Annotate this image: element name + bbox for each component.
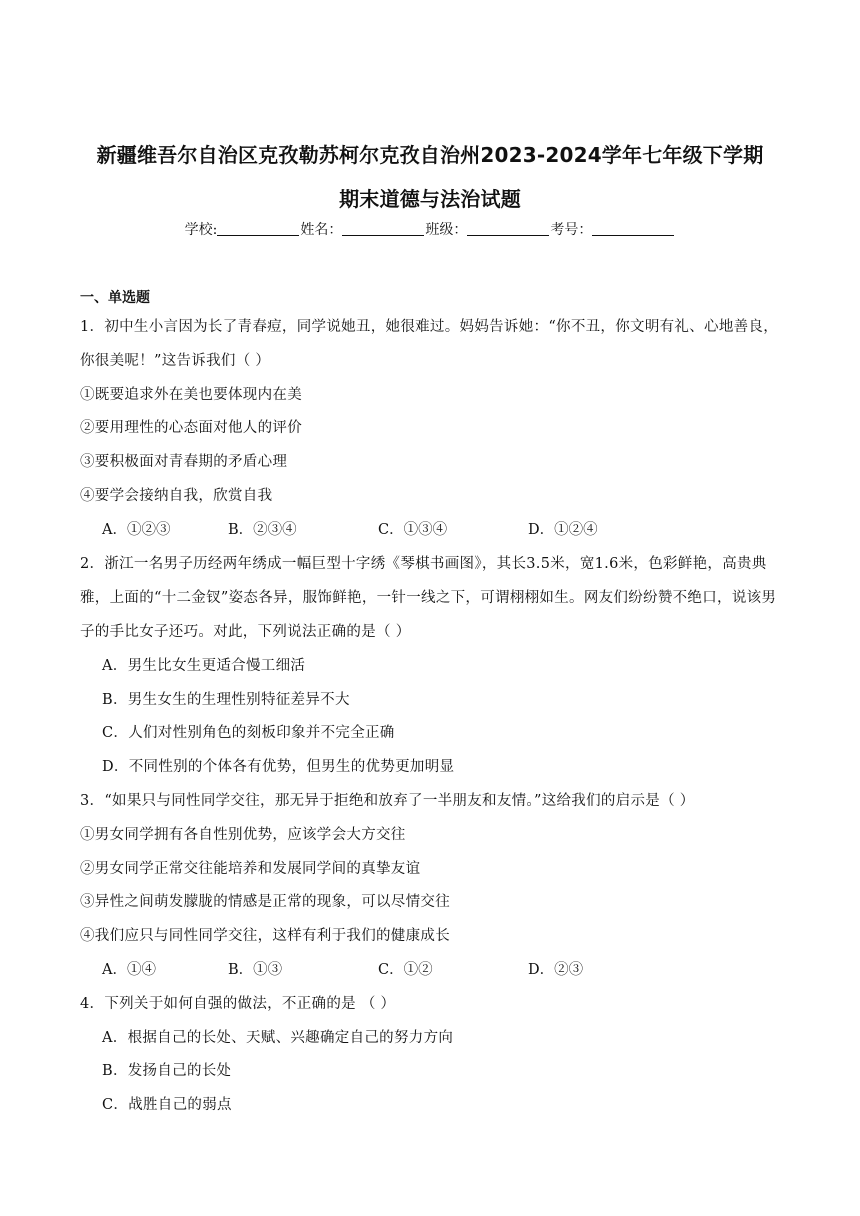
q3-statement-2: ②男女同学正常交往能培养和发展同学间的真挚友谊 [80,861,421,877]
exam-no-blank [592,221,674,236]
q3-options [102,958,583,979]
school-blank [217,221,299,236]
q1-option-c[interactable]: C．①③④ [378,522,448,538]
q1-statement-3: ③要积极面对青春期的矛盾心理 [80,454,288,470]
q1-statement-2: ②要用理性的心态面对他人的评价 [80,420,302,436]
q4-stem-line1: 4．下列关于如何自强的做法，不正确的是 （ ） [80,996,396,1012]
q2-stem-line1: 2．浙江一名男子历经两年绣成一幅巨型十字绣《琴棋书画图》，其长3.5米，宽1.6米，色彩鲜艳，高贵典 [80,556,767,572]
q1-option-a[interactable]: A．①②③ [102,522,171,538]
q3-statement-1: ①男女同学拥有各自性别优势，应该学会大方交往 [80,827,406,843]
q2-option-d[interactable]: D．不同性别的个体各有优势，但男生的优势更加明显 [102,759,455,775]
q3-option-d[interactable]: D．②③ [528,962,584,978]
q2-option-b[interactable]: B．男生女生的生理性别特征差异不大 [102,692,350,708]
q1-stem-line2: 你很美呢！”这告诉我们（ ） [80,353,271,369]
q3-option-b[interactable]: B．①③ [228,962,283,978]
q3-option-c[interactable]: C．①② [378,962,433,978]
q1-option-d[interactable]: D．①②④ [528,522,598,538]
q2-stem-line3: 子的手比女子还巧。对此，下列说法正确的是（ ） [80,624,411,640]
name-blank [342,221,424,236]
q1-statement-1: ①既要追求外在美也要体现内在美 [80,387,302,403]
q3-option-a[interactable]: A．①④ [102,962,156,978]
exam-title-line1: 新疆维吾尔自治区克孜勒苏柯尔克孜自治州2023-2024学年七年级下学期 [96,143,764,167]
student-info-row [0,219,860,239]
q4-option-a[interactable]: A．根据自己的长处、天赋、兴趣确定自己的努力方向 [102,1030,454,1046]
exam-title-line2: 期末道德与法治试题 [339,187,521,211]
q1-options [102,518,598,539]
q3-statement-4: ④我们应只与同性同学交往，这样有利于我们的健康成长 [80,928,450,944]
section-heading: 一、单选题 [80,290,150,306]
q2-option-c[interactable]: C．人们对性别角色的刻板印象并不完全正确 [102,725,395,741]
q3-statement-3: ③异性之间萌发朦胧的情感是正常的现象，可以尽情交往 [80,894,450,910]
school-label: 学校: [184,222,218,238]
q4-option-b[interactable]: B．发扬自己的长处 [102,1063,232,1079]
q2-option-a[interactable]: A．男生比女生更适合慢工细活 [102,658,306,674]
name-label: 姓名： [300,222,343,238]
class-blank [467,221,549,236]
exam-no-label: 考号： [550,222,593,238]
q4-option-c[interactable]: C．战胜自己的弱点 [102,1097,232,1113]
q2-stem-line2: 雅，上面的“十二金钗”姿态各异，服饰鲜艳，一针一线之下，可谓栩栩如生。网友们纷纷赞不绝口，说该男 [80,590,777,606]
q1-statement-4: ④要学会接纳自我，欣赏自我 [80,488,273,504]
q1-stem-line1: 1．初中生小言因为长了青春痘，同学说她丑，她很难过。妈妈告诉她：“你不丑，你文明有礼、心地善良， [80,319,779,335]
q3-stem-line1: 3．“如果只与同性同学交往，那无异于拒绝和放弃了一半朋友和友情。”这给我们的启示是（ ） [80,793,695,809]
q1-option-b[interactable]: B．②③④ [228,522,297,538]
class-label: 班级： [425,222,468,238]
